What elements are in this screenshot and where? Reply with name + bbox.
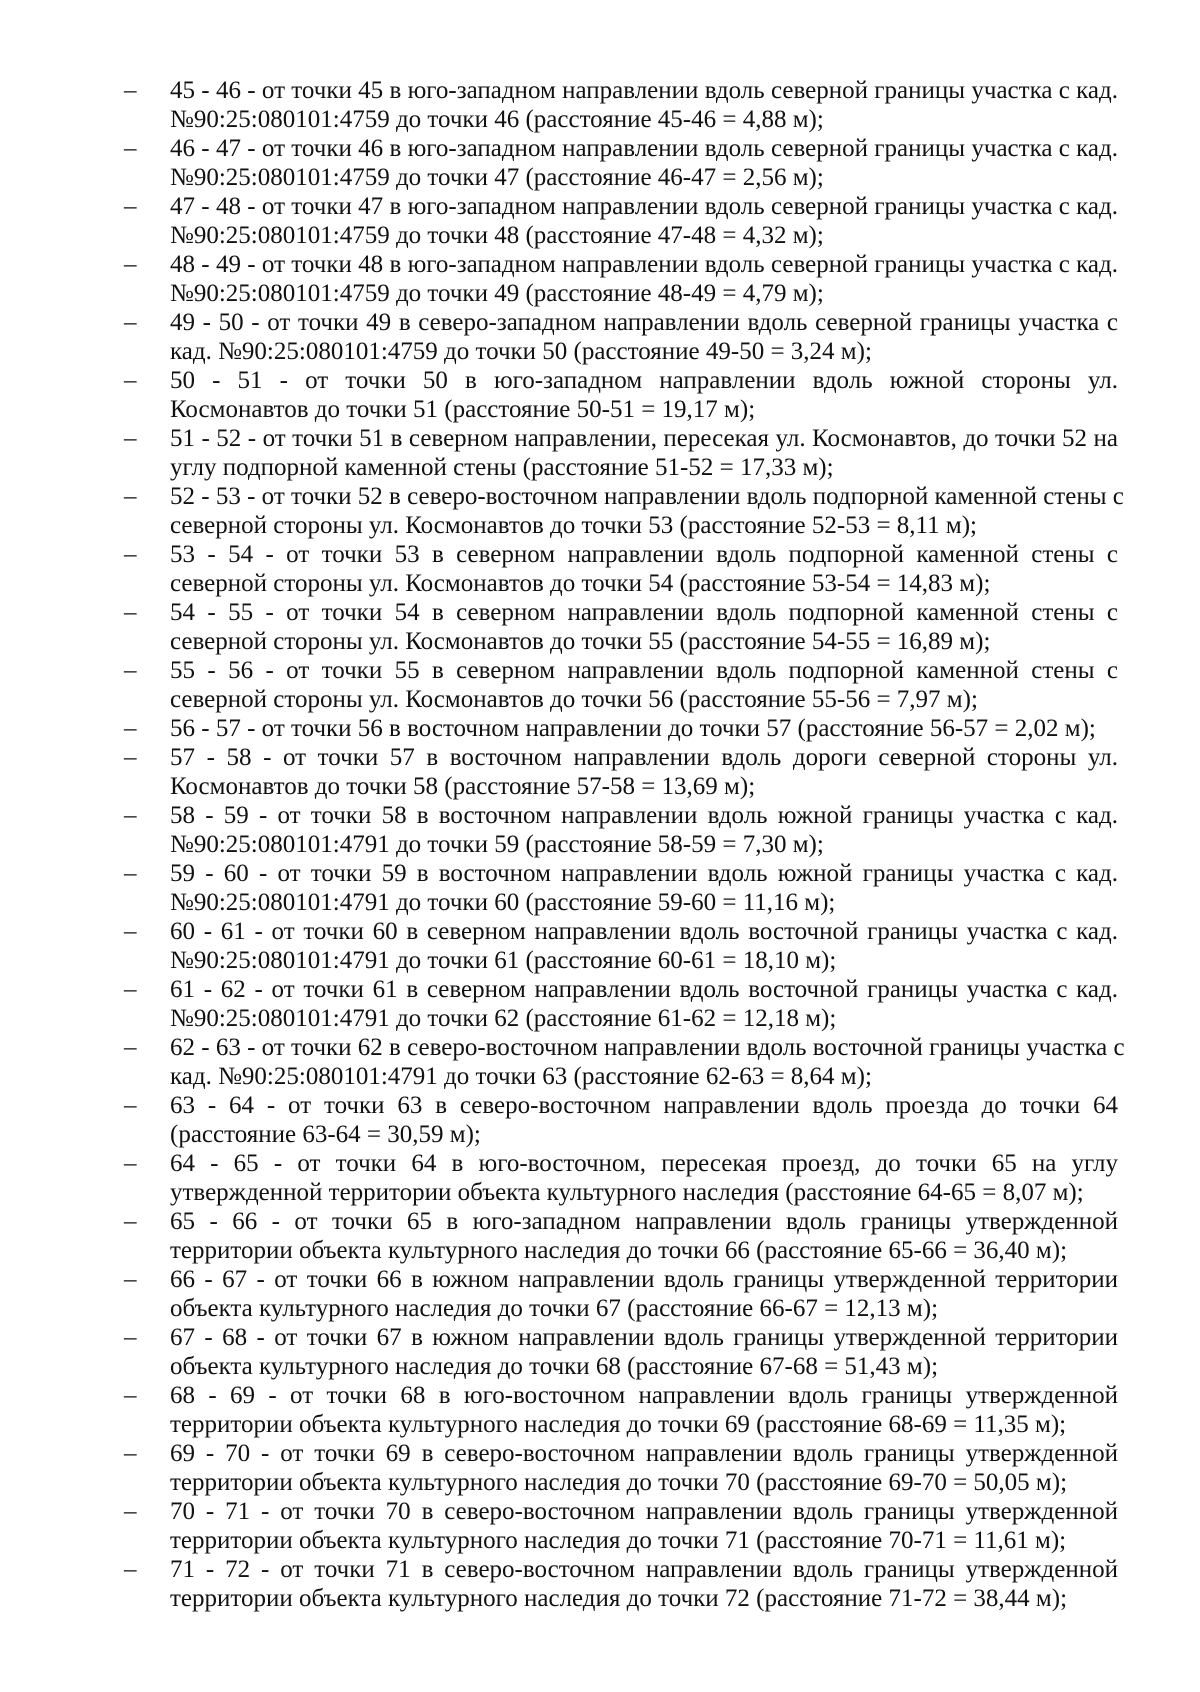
list-item [0, 250, 1200, 308]
list-item [0, 424, 1200, 482]
item-text-line-1: 69 - 70 - от точки 69 в северо-восточном направлении вдоль границы утвержденной [170, 1440, 1118, 1467]
bullet-dash: – [124, 802, 137, 829]
item-text-line-2: №90:25:080101:4791 до точки 61 (расстояние 60-61 = 18,10 м); [170, 947, 837, 974]
bullet-dash: – [124, 251, 137, 278]
item-text-line-1: 68 - 69 - от точки 68 в юго-восточном направлении вдоль границы утвержденной [170, 1382, 1118, 1409]
item-text-line-2: территории объекта культурного наследия до точки 71 (расстояние 70-71 = 11,61 м); [170, 1527, 1067, 1554]
bullet-dash: – [124, 367, 137, 394]
item-text-line-2: №90:25:080101:4791 до точки 62 (расстояние 61-62 = 12,18 м); [170, 1005, 837, 1032]
bullet-dash: – [124, 193, 137, 220]
list-item [0, 917, 1200, 975]
item-text-line-1: 63 - 64 - от точки 63 в северо-восточном направлении вдоль проезда до точки 64 [170, 1092, 1118, 1119]
bullet-dash: – [124, 425, 137, 452]
item-text-line-1: 48 - 49 - от точки 48 в юго-западном направлении вдоль северной границы участка с кад. [170, 251, 1118, 278]
item-text-line-1: 58 - 59 - от точки 58 в восточном направлении вдоль южной границы участка с кад. [170, 802, 1118, 829]
item-text-line-2: территории объекта культурного наследия до точки 66 (расстояние 65-66 = 36,40 м); [170, 1237, 1068, 1264]
list-item [0, 1033, 1200, 1091]
item-text-line-1: 71 - 72 - от точки 71 в северо-восточном направлении вдоль границы утвержденной [170, 1556, 1118, 1583]
bullet-dash: – [124, 744, 137, 771]
list-item [0, 1149, 1200, 1207]
bullet-dash: – [124, 541, 137, 568]
bullet-dash: – [124, 1208, 137, 1235]
bullet-dash: – [124, 1150, 137, 1177]
bullet-dash: – [124, 860, 137, 887]
item-text-line-2: кад. №90:25:080101:4759 до точки 50 (расстояние 49-50 = 3,24 м); [170, 338, 872, 365]
bullet-dash: – [124, 1556, 137, 1583]
item-text-line-2: №90:25:080101:4791 до точки 59 (расстояние 58-59 = 7,30 м); [170, 831, 824, 858]
item-text-line-2: №90:25:080101:4759 до точки 47 (расстояние 46-47 = 2,56 м); [170, 164, 824, 191]
list-item [0, 859, 1200, 917]
item-text-line-1: 62 - 63 - от точки 62 в северо-восточном направлении вдоль восточной границы участка с [170, 1034, 1125, 1061]
list-item [0, 1497, 1200, 1555]
item-text-line-1: 47 - 48 - от точки 47 в юго-западном направлении вдоль северной границы участка с кад. [170, 193, 1118, 220]
bullet-dash: – [124, 1092, 137, 1119]
bullet-dash: – [124, 1498, 137, 1525]
item-text-line-1: 50 - 51 - от точки 50 в юго-западном направлении вдоль южной стороны ул. [170, 367, 1118, 394]
item-text-line-1: 64 - 65 - от точки 64 в юго-восточном, пересекая проезд, до точки 65 на углу [170, 1150, 1118, 1177]
bullet-dash: – [124, 657, 137, 684]
item-text-line-2: (расстояние 63-64 = 30,59 м); [170, 1121, 481, 1148]
list-item [0, 1265, 1200, 1323]
item-text-line-2: №90:25:080101:4759 до точки 46 (расстояние 45-46 = 4,88 м); [170, 106, 824, 133]
item-text-line-2: северной стороны ул. Космонавтов до точки 55 (расстояние 54-55 = 16,89 м); [170, 628, 991, 655]
list-item [0, 76, 1200, 134]
bullet-dash: – [124, 715, 137, 742]
item-text-line-2: Космонавтов до точки 51 (расстояние 50-51 = 19,17 м); [170, 396, 756, 423]
item-text-line-2: северной стороны ул. Космонавтов до точки 53 (расстояние 52-53 = 8,11 м); [170, 512, 977, 539]
item-text-line-1: 46 - 47 - от точки 46 в юго-западном направлении вдоль северной границы участка с кад. [170, 135, 1118, 162]
item-text-line-1: 56 - 57 - от точки 56 в восточном направлении до точки 57 (расстояние 56-57 = 2,02 м); [170, 715, 1096, 742]
list-item [0, 192, 1200, 250]
bullet-dash: – [124, 976, 137, 1003]
bullet-dash: – [124, 309, 137, 336]
bullet-dash: – [124, 1382, 137, 1409]
item-text-line-1: 57 - 58 - от точки 57 в восточном направлении вдоль дороги северной стороны ул. [170, 744, 1118, 771]
list-item [0, 1439, 1200, 1497]
bullet-dash: – [124, 599, 137, 626]
bullet-dash: – [124, 1266, 137, 1293]
item-text-line-1: 45 - 46 - от точки 45 в юго-западном направлении вдоль северной границы участка с кад. [170, 77, 1118, 104]
item-text-line-1: 59 - 60 - от точки 59 в восточном направлении вдоль южной границы участка с кад. [170, 860, 1118, 887]
list-item [0, 482, 1200, 540]
list-item [0, 743, 1200, 801]
item-text-line-1: 67 - 68 - от точки 67 в южном направлении вдоль границы утвержденной территории [170, 1324, 1118, 1351]
item-text-line-2: №90:25:080101:4759 до точки 48 (расстояние 47-48 = 4,32 м); [170, 222, 824, 249]
item-text-line-2: северной стороны ул. Космонавтов до точки 54 (расстояние 53-54 = 14,83 м); [170, 570, 991, 597]
item-text-line-2: объекта культурного наследия до точки 67 (расстояние 66-67 = 12,13 м); [170, 1295, 939, 1322]
list-item [0, 1207, 1200, 1265]
item-text-line-2: утвержденной территории объекта культурного наследия (расстояние 64-65 = 8,07 м); [170, 1179, 1084, 1206]
item-text-line-1: 65 - 66 - от точки 65 в юго-западном направлении вдоль границы утвержденной [170, 1208, 1118, 1235]
bullet-dash: – [124, 135, 137, 162]
list-item [0, 801, 1200, 859]
bullet-dash: – [124, 77, 137, 104]
item-text-line-1: 66 - 67 - от точки 66 в южном направлении вдоль границы утвержденной территории [170, 1266, 1118, 1293]
item-text-line-1: 54 - 55 - от точки 54 в северном направлении вдоль подпорной каменной стены с [170, 599, 1118, 626]
item-text-line-2: территории объекта культурного наследия до точки 72 (расстояние 71-72 = 38,44 м); [170, 1585, 1068, 1612]
list-item [0, 714, 1200, 743]
list-item [0, 366, 1200, 424]
bullet-dash: – [124, 483, 137, 510]
item-text-line-1: 52 - 53 - от точки 52 в северо-восточном направлении вдоль подпорной каменной стены с [170, 483, 1124, 510]
item-text-line-2: объекта культурного наследия до точки 68 (расстояние 67-68 = 51,43 м); [170, 1353, 939, 1380]
item-text-line-1: 49 - 50 - от точки 49 в северо-западном направлении вдоль северной границы участка с [170, 309, 1118, 336]
list-item [0, 134, 1200, 192]
item-text-line-2: территории объекта культурного наследия до точки 69 (расстояние 68-69 = 11,35 м); [170, 1411, 1067, 1438]
bullet-dash: – [124, 1440, 137, 1467]
item-text-line-2: углу подпорной каменной стены (расстояние 51-52 = 17,33 м); [170, 454, 834, 481]
bullet-dash: – [124, 1324, 137, 1351]
list-item [0, 975, 1200, 1033]
item-text-line-1: 51 - 52 - от точки 51 в северном направлении, пересекая ул. Космонавтов, до точки 52 на [170, 425, 1118, 452]
item-text-line-2: Космонавтов до точки 58 (расстояние 57-58 = 13,69 м); [170, 773, 756, 800]
list-item [0, 1555, 1200, 1613]
list-item [0, 656, 1200, 714]
item-text-line-2: №90:25:080101:4791 до точки 60 (расстояние 59-60 = 11,16 м); [170, 889, 836, 916]
bullet-dash: – [124, 918, 137, 945]
item-text-line-1: 70 - 71 - от точки 70 в северо-восточном направлении вдоль границы утвержденной [170, 1498, 1118, 1525]
item-text-line-1: 53 - 54 - от точки 53 в северном направлении вдоль подпорной каменной стены с [170, 541, 1118, 568]
list-item [0, 1091, 1200, 1149]
item-text-line-1: 60 - 61 - от точки 60 в северном направлении вдоль восточной границы участка с кад. [170, 918, 1118, 945]
item-text-line-2: №90:25:080101:4759 до точки 49 (расстояние 48-49 = 4,79 м); [170, 280, 824, 307]
item-text-line-2: северной стороны ул. Космонавтов до точки 56 (расстояние 55-56 = 7,97 м); [170, 686, 978, 713]
list-item [0, 598, 1200, 656]
item-text-line-1: 61 - 62 - от точки 61 в северном направлении вдоль восточной границы участка с кад. [170, 976, 1118, 1003]
list-item [0, 540, 1200, 598]
document-page [0, 76, 1200, 1613]
item-text-line-2: территории объекта культурного наследия до точки 70 (расстояние 69-70 = 50,05 м); [170, 1469, 1068, 1496]
bullet-dash: – [124, 1034, 137, 1061]
item-text-line-1: 55 - 56 - от точки 55 в северном направлении вдоль подпорной каменной стены с [170, 657, 1118, 684]
list-item [0, 308, 1200, 366]
list-item [0, 1323, 1200, 1381]
item-text-line-2: кад. №90:25:080101:4791 до точки 63 (расстояние 62-63 = 8,64 м); [170, 1063, 872, 1090]
list-item [0, 1381, 1200, 1439]
